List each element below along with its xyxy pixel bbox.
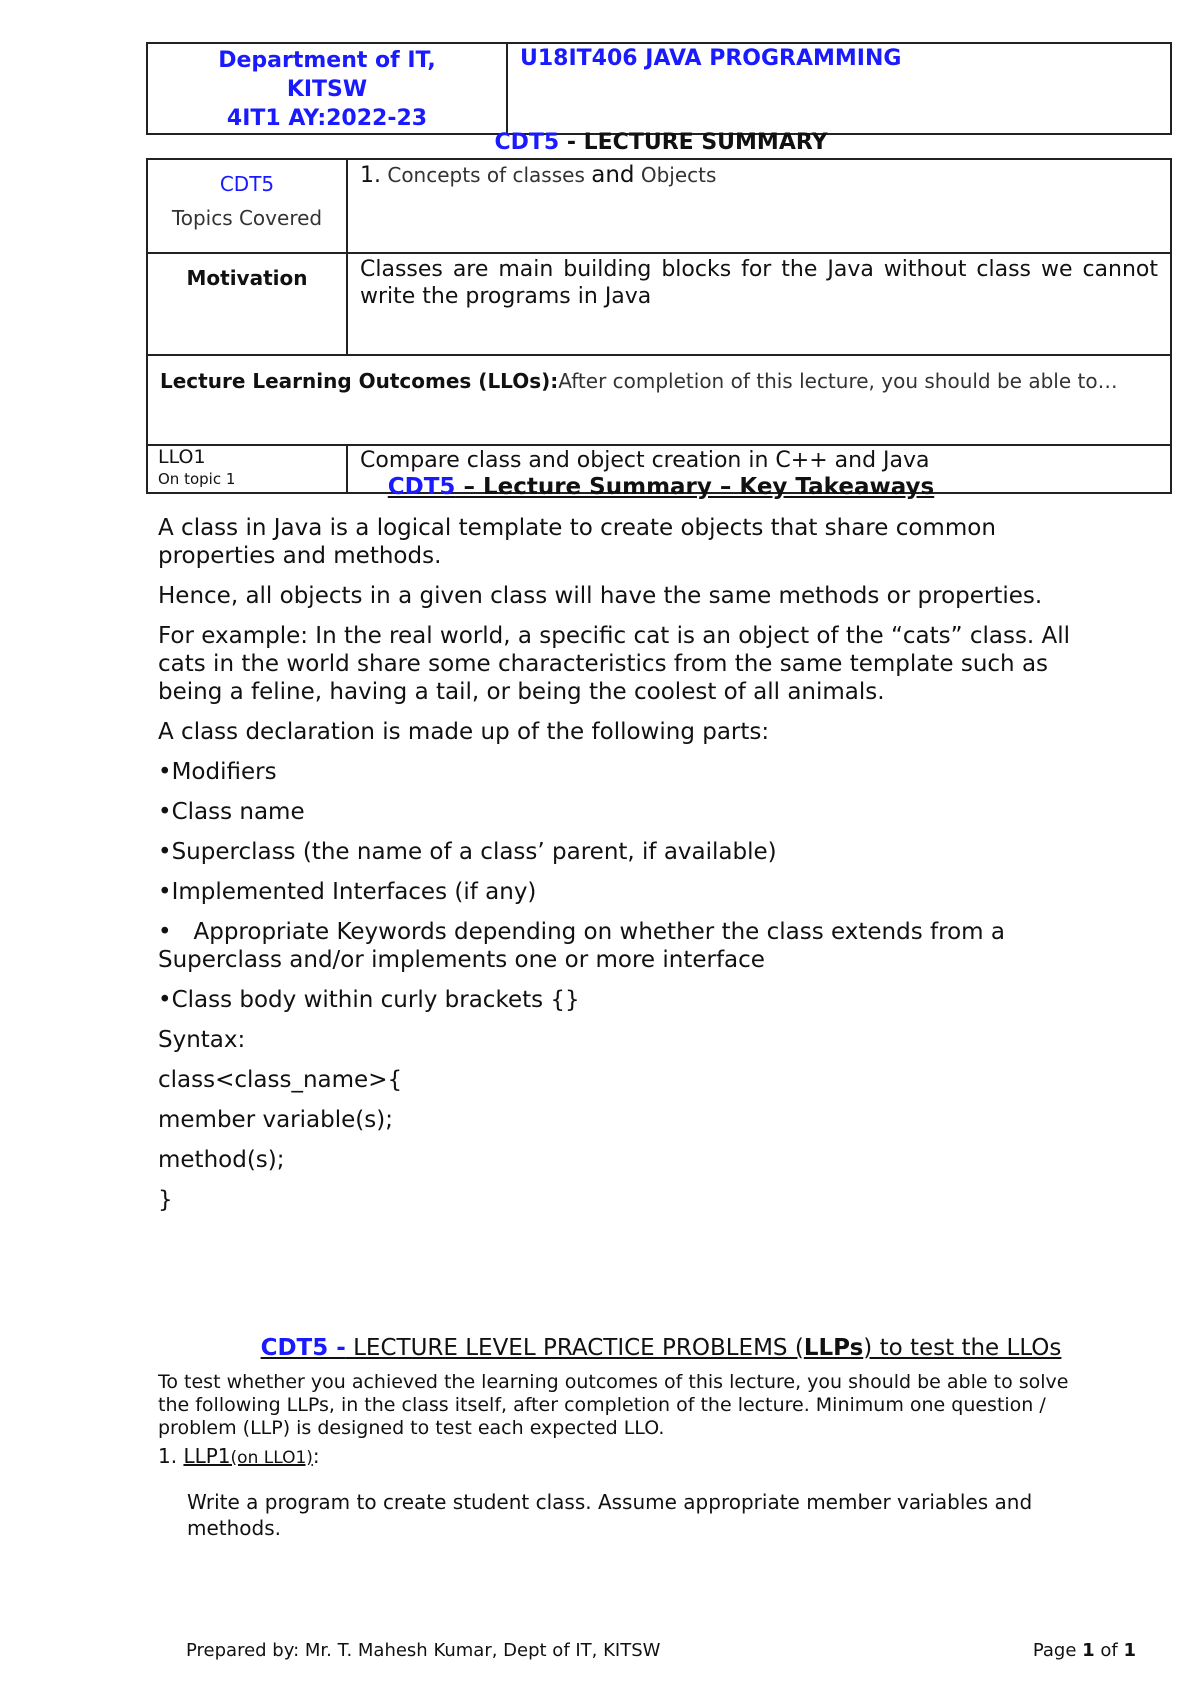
topic-and: and [591, 162, 635, 188]
llp-code: CDT5 - [260, 1335, 346, 1361]
llp-title-a: LECTURE LEVEL PRACTICE PROBLEMS ( [345, 1335, 804, 1361]
practice-problems-title [146, 1335, 1176, 1361]
topics-label: Topics Covered [171, 206, 323, 230]
prepared-label: Prepared by: [186, 1640, 300, 1661]
syntax-line: member variable(s); [158, 1107, 393, 1133]
motivation-label: Motivation [186, 266, 308, 290]
of-word: of [1094, 1640, 1124, 1661]
motivation-label-cell [147, 253, 347, 355]
syntax-line: class<class_name>{ [158, 1067, 403, 1093]
list-item: •Modifiers [158, 759, 277, 785]
course-cell [507, 43, 1171, 134]
syntax-label: Syntax: [158, 1027, 246, 1053]
page-word: Page [1032, 1640, 1083, 1661]
takeaways-body [158, 514, 1098, 1226]
page-current: 1 [1082, 1640, 1095, 1661]
topic-text-a: Concepts of classes [381, 163, 592, 187]
topic-text-b: Objects [634, 163, 717, 187]
llp1-item [158, 1444, 1098, 1468]
llp1-number: 1. [158, 1444, 178, 1468]
prepared-by: Mr. T. Mahesh Kumar, Dept of IT, KITSW [299, 1640, 661, 1661]
topics-code: CDT5 [219, 172, 275, 196]
topics-table [146, 158, 1172, 494]
summary-code: CDT5 [494, 130, 560, 155]
llp1-colon: : [312, 1444, 320, 1468]
takeaways-code: CDT5 [387, 474, 456, 500]
takeaways-title-text: – Lecture Summary – Key Takeaways [455, 474, 935, 500]
llp1-label: LLP1 [183, 1444, 231, 1468]
list-item: •Class name [158, 799, 305, 825]
page-footer [186, 1640, 1136, 1661]
class-year: 4IT1 AY:2022-23 [226, 106, 428, 131]
llo1-text: Compare class and object creation in C++ and Java [347, 445, 1171, 493]
page-number [1033, 1640, 1136, 1661]
department-name: Department of IT, [218, 48, 436, 73]
summary-title-text: - LECTURE SUMMARY [559, 130, 828, 155]
course-title: U18IT406 JAVA PROGRAMMING [520, 46, 902, 71]
llp1-description: Write a program to create student class. Assume appropriate member variables and methods. [187, 1490, 1033, 1540]
motivation-text: Classes are main building blocks for the Java without class we cannot write the programs in Java [347, 253, 1171, 355]
paragraph: For example: In the real world, a specific cat is an object of the “cats” class. All cats in the world share some characteristics from the same template such as being a feline, having a tail, or being the coolest of all animals. [158, 623, 1071, 705]
llp1-ref: (on LLO1) [230, 1448, 313, 1468]
llp-title-b: ) to test the LLOs [863, 1335, 1062, 1361]
institute-name: KITSW [286, 77, 368, 102]
llp1-label-group [183, 1444, 312, 1468]
llo1-topic: On topic 1 [158, 470, 236, 488]
page-total: 1 [1123, 1640, 1136, 1661]
paragraph: A class declaration is made up of the following parts: [158, 719, 770, 745]
topics-content-cell [347, 159, 1171, 253]
syntax-line: method(s); [158, 1147, 285, 1173]
syntax-line: } [158, 1187, 173, 1213]
llo-label: Lecture Learning Outcomes (LLOs): [160, 369, 559, 393]
list-item: •Implemented Interfaces (if any) [158, 879, 537, 905]
llo-intro-cell [147, 355, 1171, 445]
key-takeaways-title [146, 474, 1176, 500]
llp-intro: To test whether you achieved the learning outcomes of this lecture, you should be able to solve the following LLPs, in the class itself, after completion of the lecture. Minimum one question / problem (LLP) is designed to test each expected LLO. [158, 1371, 1069, 1439]
list-item: •Superclass (the name of a class’ parent, if available) [158, 839, 777, 865]
header-table [146, 42, 1172, 135]
llo1-id: LLO1 [158, 446, 206, 468]
department-cell [147, 43, 507, 134]
paragraph: Hence, all objects in a given class will have the same methods or properties. [158, 583, 1043, 609]
lecture-summary-title [146, 130, 1176, 155]
topics-label-cell [147, 159, 347, 253]
list-item: •Class body within curly brackets {} [158, 987, 580, 1013]
paragraph: A class in Java is a logical template to create objects that share common properties and methods. [158, 515, 996, 569]
list-item: • Appropriate Keywords depending on whether the class extends from a Superclass and/or implements one or more interface [158, 919, 1013, 973]
topic-number: 1. [360, 163, 381, 188]
llo-intro-text: After completion of this lecture, you should be able to… [558, 369, 1118, 393]
llp-title-bold: LLPs [803, 1335, 864, 1361]
